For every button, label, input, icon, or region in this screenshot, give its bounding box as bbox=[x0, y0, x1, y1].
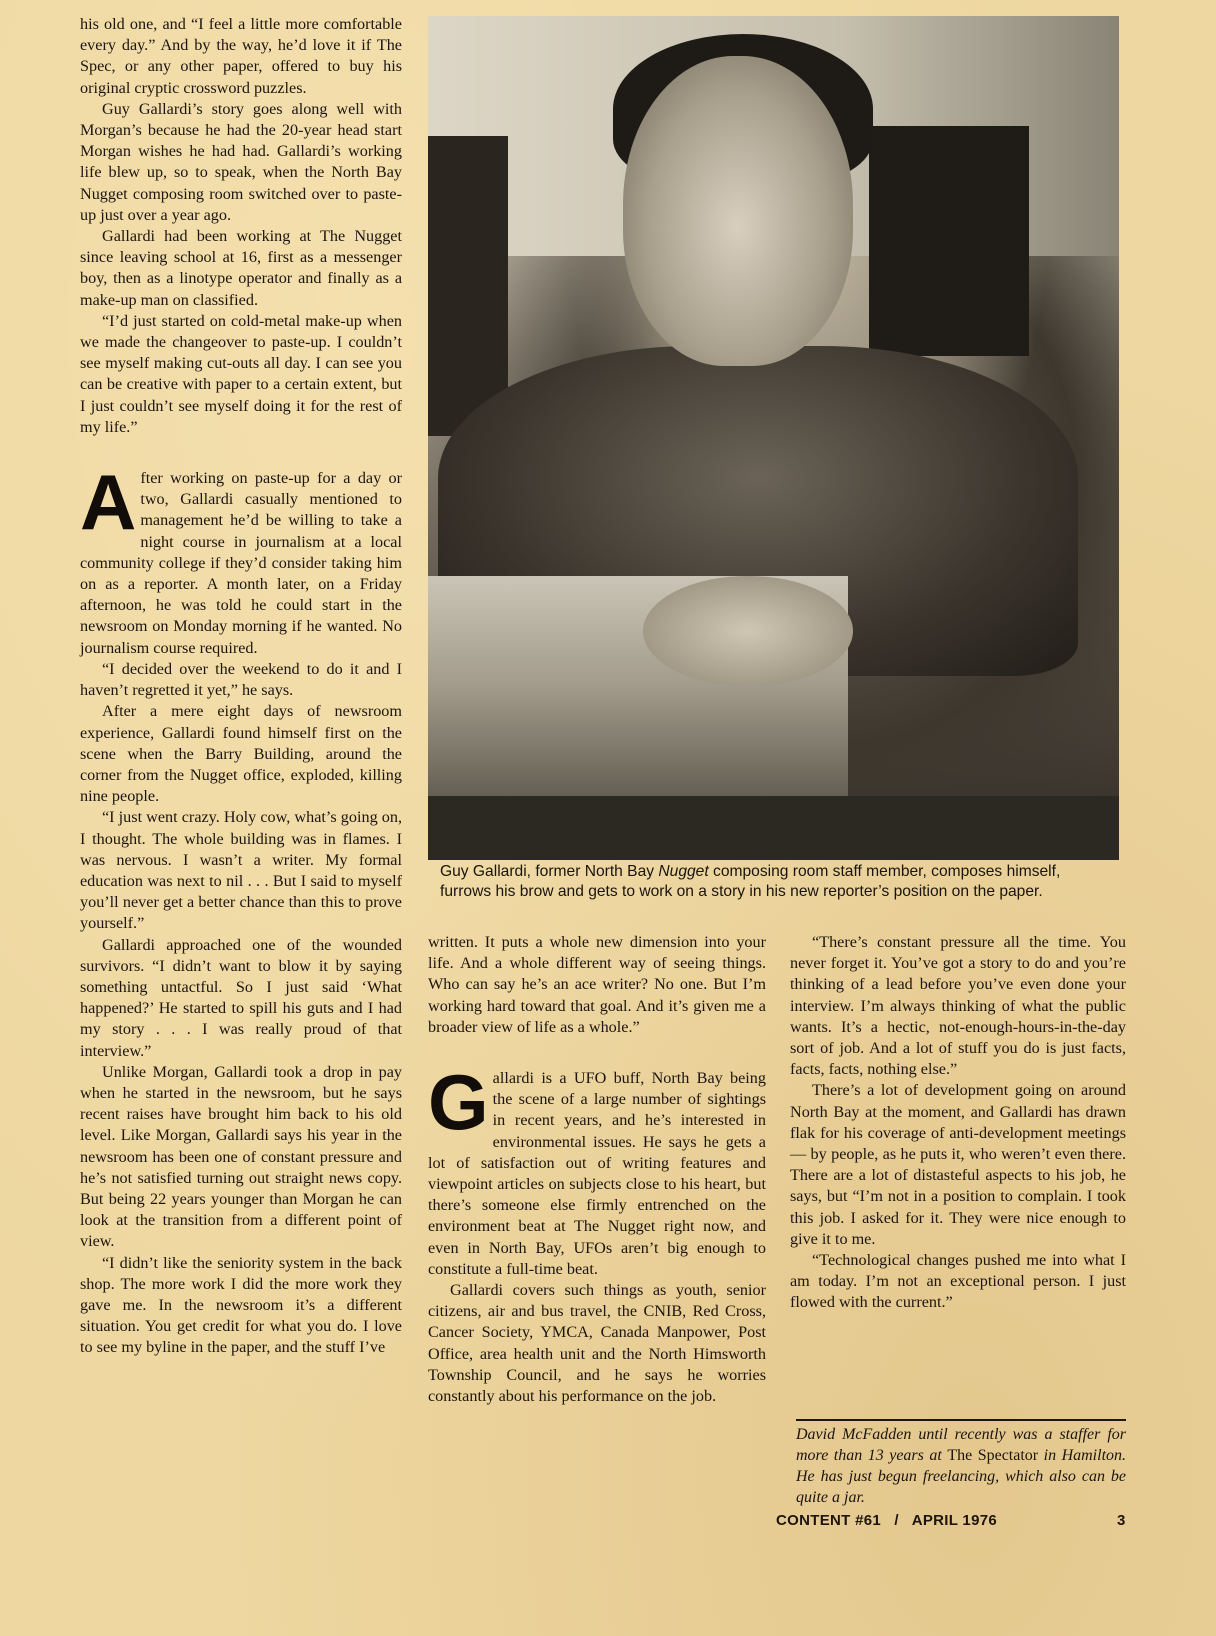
drop-cap-letter: A bbox=[80, 458, 137, 547]
section-opening-paragraph bbox=[428, 1058, 766, 1280]
caption-text: Guy Gallardi, former North Bay bbox=[440, 863, 655, 880]
paragraph-text: fter working on paste-up for a day or two, Gallardi casually mentioned to management he’d be willing to take a night course in journalism at a local community college if they’d consider taking him on as a reporter. A month later, on a Friday afternoon, he was told he could start in the newsroom on Monday morning if he wanted. No journalism course required. bbox=[80, 469, 402, 657]
page-footer bbox=[776, 1512, 997, 1529]
paragraph: Gallardi approached one of the wounded survivors. “I didn’t want to blow it by saying something untactful. So I just said ‘What happened?’ He started to spill his guts and I had my story . . . I was really proud of that interview.” bbox=[80, 935, 402, 1060]
byline-publication: The Spectator bbox=[947, 1447, 1039, 1464]
photo-subject-face bbox=[623, 56, 853, 366]
byline-divider bbox=[796, 1419, 1126, 1421]
paragraph: Gallardi covers such things as youth, senior citizens, air and bus travel, the CNIB, Red Cross, Cancer Society, YMCA, Canada Manpower, Post Office, area health unit and the North Himsworth Township Council, and he says he worries constantly about his performance on the job. bbox=[428, 1281, 766, 1406]
footer-separator: / bbox=[894, 1512, 899, 1529]
issue-date: APRIL 1976 bbox=[911, 1512, 997, 1529]
caption-text: composing room staff member, composes himself, furrows his brow and gets to work on a story in his new reporter’s position on the paper. bbox=[440, 863, 1061, 900]
page-number: 3 bbox=[1117, 1512, 1126, 1529]
photo-caption bbox=[440, 862, 1110, 901]
paragraph: “Technological changes pushed me into what I am today. I’m not an exceptional person. I just flowed with the current.” bbox=[790, 1251, 1126, 1312]
paragraph: After a mere eight days of newsroom experience, Gallardi found himself first on the scene when the Barry Building, around the corner from the Nugget office, exploded, killing nine people. bbox=[80, 702, 402, 806]
drop-cap-letter: G bbox=[428, 1058, 489, 1147]
caption-publication: Nugget bbox=[658, 863, 709, 880]
article-column-3 bbox=[790, 932, 1126, 1314]
paragraph: Unlike Morgan, Gallardi took a drop in pay when he started in the newsroom, but he says recent raises have brought him back to his old level. Like Morgan, Gallardi says his year in the newsroom has been one of constant pressure and he’s not satisfied turning out straight news copy. But being 22 years younger than Morgan he can look at the transition from a different point of view. bbox=[80, 1062, 402, 1251]
byline-text: in Hamilton. He has just begun freelancing, which also can be quite a jar. bbox=[796, 1447, 1127, 1506]
photo-window bbox=[869, 126, 1029, 356]
photo-desk bbox=[428, 796, 1119, 860]
photo-wall-frame bbox=[428, 136, 508, 436]
article-column-2 bbox=[428, 932, 766, 1407]
paragraph: written. It puts a whole new dimension into your life. And a whole different way of seeing things. Who can say he’s an ace writer? No one. But I’m working hard toward that goal. And it’s given me a broader view of life as a whole.” bbox=[428, 933, 766, 1036]
photo-reporter-at-typewriter bbox=[428, 16, 1119, 860]
photo-subject-hand bbox=[643, 576, 853, 686]
article-column-1 bbox=[80, 14, 402, 1359]
issue-number: CONTENT #61 bbox=[776, 1512, 881, 1529]
byline-text: David McFadden until recently was a staffer for more than 13 years at bbox=[796, 1426, 1126, 1464]
paragraph: “I’d just started on cold-metal make-up when we made the changeover to paste-up. I couldn’t see myself making cut-outs all day. I can see you can be creative with paper to a certain extent, but I just couldn’t see myself doing it for the rest of my life.” bbox=[80, 311, 402, 436]
paragraph: Guy Gallardi’s story goes along well with Morgan’s because he had the 20-year head start Morgan wishes he had had. Gallardi’s working life blew up, so to speak, when the North Bay Nugget composing room switched over to paste-up just over a year ago. bbox=[80, 99, 402, 224]
paragraph: “I didn’t like the seniority system in the back shop. The more work I did the more work they gave me. In the newsroom it’s a different situation. You get credit for what you do. I love to see my byline in the paper, and the stuff I’ve bbox=[80, 1253, 402, 1357]
author-byline bbox=[796, 1424, 1126, 1508]
paragraph: “I just went crazy. Holy cow, what’s going on, I thought. The whole building was in flames. I was nervous. I wasn’t a writer. My formal education was next to nil . . . But I said to myself you’ll never get a better chance than this to prove yourself.” bbox=[80, 808, 402, 933]
paragraph: Gallardi had been working at The Nugget since leaving school at 16, first as a messenger boy, then as a linotype operator and finally as a make-up man on classified. bbox=[80, 227, 402, 309]
paragraph-text: allardi is a UFO buff, North Bay being the scene of a large number of sightings in recent years, and he’s interested in environmental issues. He says he gets a lot of satisfaction out of writing features and viewpoint articles on subjects close to his heart, but there’s someone else firmly entrenched on the environment beat at The Nugget right now, and even in North Bay, UFOs aren’t big enough to constitute a full-time beat. bbox=[428, 1069, 766, 1278]
section-opening-paragraph bbox=[80, 458, 402, 659]
paragraph: There’s a lot of development going on around North Bay at the moment, and Gallardi has drawn flak for his coverage of anti-development meetings — by people, as he puts it, who weren’t even there. There are a lot of distasteful aspects to his job, he says, but “I’m not in a position to complain. I took this job. I asked for it. They were nice enough to give it to me. bbox=[790, 1081, 1126, 1248]
paragraph: “I decided over the weekend to do it and I haven’t regretted it yet,” he says. bbox=[80, 659, 402, 700]
paragraph: “There’s constant pressure all the time. You never forget it. You’ve got a story to do and you’re thinking of a lead before you’ve even done your interview. I’m always thinking of what the public wants. It’s a hectic, not-enough-hours-in-the-day sort of job. And a lot of stuff you do is just facts, facts, facts, nothing else.” bbox=[790, 933, 1126, 1079]
paragraph: his old one, and “I feel a little more comfortable every day.” And by the way, he’d love it if The Spec, or any other paper, offered to buy his original cryptic crossword puzzles. bbox=[80, 15, 402, 97]
